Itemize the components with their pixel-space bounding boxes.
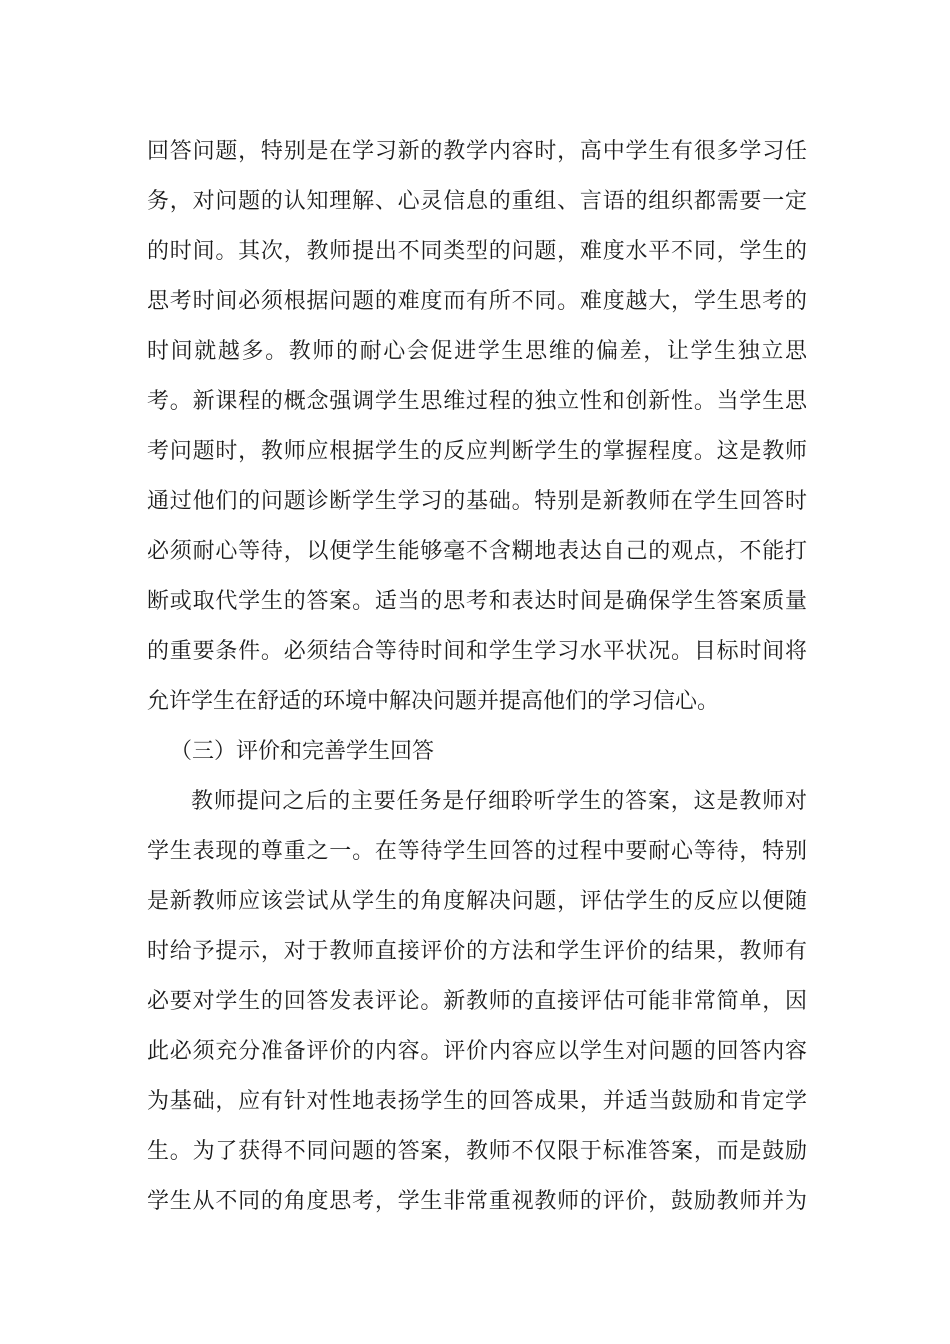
paragraph-1-line: 考。新课程的概念强调学生思维过程的独立性和创新性。当学生思 — [147, 389, 807, 414]
paragraph-1-line: 时间就越多。教师的耐心会促进学生思维的偏差，让学生独立思 — [147, 339, 807, 364]
paragraph-2-line: 是新教师应该尝试从学生的角度解决问题，评估学生的反应以便随 — [147, 889, 807, 914]
paragraph-1-line: 的重要条件。必须结合等待时间和学生学习水平状况。目标时间将 — [147, 639, 807, 664]
paragraph-2-line: 为基础，应有针对性地表扬学生的回答成果，并适当鼓励和肯定学 — [147, 1089, 807, 1114]
paragraph-1-line: 回答问题，特别是在学习新的教学内容时，高中学生有很多学习任 — [147, 139, 807, 164]
paragraph-1-line: 通过他们的问题诊断学生学习的基础。特别是新教师在学生回答时 — [147, 489, 807, 514]
paragraph-1-line: 必须耐心等待，以便学生能够毫不含糊地表达自己的观点，不能打 — [147, 539, 807, 564]
paragraph-2-line: 学生表现的尊重之一。在等待学生回答的过程中要耐心等待，特别 — [147, 839, 807, 864]
paragraph-2-line: 学生从不同的角度思考，学生非常重视教师的评价，鼓励教师并为 — [147, 1189, 807, 1214]
paragraph-1-line: 思考时间必须根据问题的难度而有所不同。难度越大，学生思考的 — [147, 289, 807, 314]
paragraph-2-line: 教师提问之后的主要任务是仔细聆听学生的答案，这是教师对 — [191, 789, 807, 814]
paragraph-2-line: 生。为了获得不同问题的答案，教师不仅限于标准答案，而是鼓励 — [147, 1139, 807, 1164]
paragraph-1-line: 断或取代学生的答案。适当的思考和表达时间是确保学生答案质量 — [147, 589, 807, 614]
paragraph-1-line: 考问题时，教师应根据学生的反应判断学生的掌握程度。这是教师 — [147, 439, 807, 464]
paragraph-1-line: 务，对问题的认知理解、心灵信息的重组、言语的组织都需要一定 — [147, 189, 807, 214]
section-heading: （三）评价和完善学生回答 — [170, 739, 435, 764]
paragraph-2-line: 必要对学生的回答发表评论。新教师的直接评估可能非常简单，因 — [147, 989, 807, 1014]
paragraph-2-line: 时给予提示，对于教师直接评价的方法和学生评价的结果，教师有 — [147, 939, 807, 964]
paragraph-1-line: 允许学生在舒适的环境中解决问题并提高他们的学习信心。 — [147, 689, 720, 714]
paragraph-1-line: 的时间。其次，教师提出不同类型的问题，难度水平不同，学生的 — [147, 239, 807, 264]
paragraph-2-line: 此必须充分准备评价的内容。评价内容应以学生对问题的回答内容 — [147, 1039, 807, 1064]
